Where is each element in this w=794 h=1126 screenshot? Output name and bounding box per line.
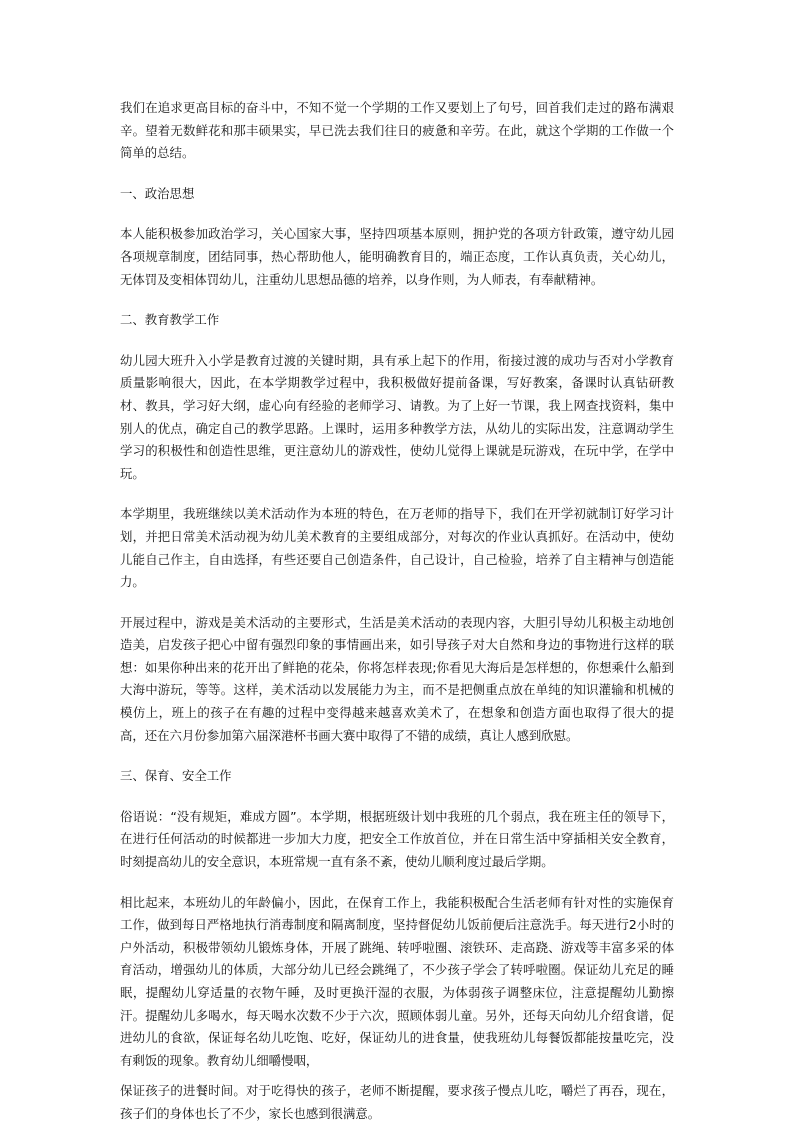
- teaching-paragraph-1: 幼儿园大班升入小学是教育过渡的关键时期，具有承上起下的作用，衔接过渡的成功与否对小学教育质量影响很大，因此，在本学期教学过程中，我积极做好提前备课，写好教案，备课时认真钻研教材、教具，学习好大纲，虚心向有经验的老师学习、请教。为了上好一节课，我上网查找资料，集中别人的优点，确定自己的教学思路。上课时，运用多种教学方法，从幼儿的实际出发，注意调动学生学习的积极性和创造性思维，更注意幼儿的游戏性，使幼儿觉得上课就是玩游戏，在玩中学，在学中玩。: [120, 352, 674, 481]
- section-heading-teaching: 二、教育教学工作: [120, 312, 220, 328]
- section-heading-care-safety: 三、保育、安全工作: [120, 768, 232, 784]
- intro-paragraph: 我们在追求更高目标的奋斗中，不知不觉一个学期的工作又要划上了句号，回首我们走过的路布满艰辛。望着无数鲜花和那丰硕果实，早已洗去我们往日的疲惫和辛劳。在此，就这个学期的工作做一个简单的总结。: [120, 100, 674, 161]
- politics-paragraph: 本人能积极参加政治学习，关心国家大事，坚持四项基本原则，拥护党的各项方针政策，遵守幼儿园各项规章制度，团结同事，热心帮助他人，能明确教育目的，端正态度，工作认真负责，关心幼儿，无体罚及变相体罚幼儿，注重幼儿思想品德的培养，以身作则，为人师表，有奉献精神。: [120, 226, 674, 287]
- section-heading-politics: 一、政治思想: [120, 185, 195, 201]
- care-paragraph-1: 俗语说：“没有规矩，难成方圆”。本学期，根据班级计划中我班的几个弱点，我在班主任的领导下，在进行任何活动的时候都进一步加大力度，把安全工作放首位，并在日常生活中穿插相关安全教育，时刻提高幼儿的安全意识，本班常规一直有条不紊，使幼儿顺利度过最后学期。: [120, 808, 674, 870]
- care-paragraph-3: 保证孩子的进餐时间。对于吃得快的孩子，老师不断提醒，要求孩子慢点儿吃，嚼烂了再吞，现在，孩子们的身体也长了不少，家长也感到很满意。: [120, 1083, 674, 1121]
- care-paragraph-2: 相比起来，本班幼儿的年龄偏小，因此，在保育工作上，我能积极配合生活老师有针对性的实施保育工作，做到每日严格地执行消毒制度和隔离制度，坚持督促幼儿饭前便后注意洗手。每天进行2小时的户外活动，积极带领幼儿锻炼身体，开展了跳绳、转呼啦圈、滚铁环、走高跷、游戏等丰富多采的体育活动，增强幼儿的体质，大部分幼儿已经会跳绳了，不少孩子学会了转呼啦圈。保证幼儿充足的睡眠，提醒幼儿穿适量的衣物午睡，及时更换汗湿的衣服，为体弱孩子调整床位，注意提醒幼儿勤擦汗。提醒幼儿多喝水，每天喝水次数不少于六次，照顾体弱儿童。另外，还每天向幼儿介绍食谱，促进幼儿的食欲，保证每名幼儿吃饱、吃好，保证幼儿的进食量，使我班幼儿每餐饭都能按量吃完，没有剩饭的现象。教育幼儿细嚼慢咽，: [120, 894, 674, 1068]
- teaching-paragraph-3: 开展过程中，游戏是美术活动的主要形式，生活是美术活动的表现内容，大胆引导幼儿积极主动地创造美，启发孩子把心中留有强烈印象的事情画出来，如引导孩子对大自然和身边的事物进行这样的联想：如果你种出来的花开出了鲜艳的花朵，你将怎样表现;你看见大海后是怎样想的，你想乘什么船到大海中游玩，等等。这样，美术活动以发展能力为主，而不是把侧重点放在单纯的知识灌输和机械的模仿上，班上的孩子在有趣的过程中变得越来越喜欢美术了，在想象和创造方面也取得了很大的提高，还在六月份参加第六届深港杯书画大赛中取得了不错的成绩，真让人感到欣慰。: [120, 614, 674, 743]
- teaching-paragraph-2: 本学期里，我班继续以美术活动作为本班的特色，在万老师的指导下，我们在开学初就制订好学习计划，并把日常美术活动视为幼儿美术教育的主要组成部分，对每次的作业认真抓好。在活动中，使幼儿能自己作主，自由选择，有些还要自己创造条件，自己设计，自己检验，培养了自主精神与创造能力。: [120, 506, 674, 590]
